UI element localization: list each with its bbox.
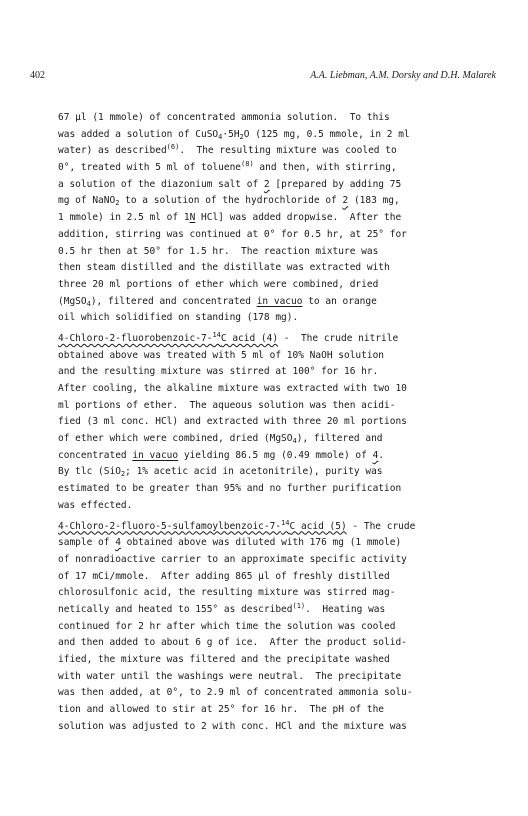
body-text bbox=[58, 110, 468, 735]
running-head: A.A. Liebman, A.M. Dorsky and D.H. Malarek bbox=[310, 70, 496, 81]
paragraph-sulfamoyl-acid bbox=[58, 519, 468, 736]
text-line: was added a solution of $CuSO_4\cdot 5H_2O$ (125 mg, 0.5 mmole, in 2 ml bbox=[58, 128, 410, 141]
text-line: and then added to about 6 g of ice. After the product solid- bbox=[58, 637, 407, 649]
text-line: of ether which were combined, dried (MgSO$_4$), filtered and bbox=[58, 433, 383, 446]
page-number: 402 bbox=[30, 70, 45, 81]
text-line: was then added, at 0°, to 2.9 ml of concentrated ammonia solu- bbox=[58, 687, 413, 699]
text-line: 0.5 hr then at 50° for 1.5 hr. The reaction mixture was bbox=[58, 245, 379, 257]
text-line: then steam distilled and the distillate was extracted with bbox=[58, 262, 390, 274]
compound-ref: 4 bbox=[372, 449, 379, 461]
text-line: 0°, treated with 5 ml of toluene$^{(8)}$ and then, with stirring, bbox=[58, 160, 397, 174]
text-line: 67 µl (1 mmole) of concentrated ammonia solution. To this bbox=[58, 112, 390, 123]
text-line: By tlc (SiO$_2$; 1% acetic acid in acetonitrile), purity was bbox=[58, 466, 383, 479]
text-line: sample of 4 obtained above was diluted with 176 mg (1 mmole) bbox=[58, 537, 402, 549]
text-line: netically and heated to 155° as described$^{(1)}$. Heating was bbox=[58, 601, 386, 615]
section-heading: 4-Chloro-2-fluorobenzoic-7-$^{14}$C acid (4) bbox=[58, 330, 279, 344]
section-heading: 4-Chloro-2-fluoro-5-sulfamoylbenzoic-7-$^{14}$C acid (5) bbox=[58, 518, 347, 532]
paragraph-benzoic-acid bbox=[58, 331, 468, 515]
text-line: of 17 mCi/mmole. After adding 865 µl of freshly distilled bbox=[58, 570, 390, 582]
text-line: water) as described$^{(6)}$. The resulting mixture was cooled to bbox=[58, 143, 397, 157]
text-line: chlorosulfonic acid, the resulting mixture was stirred mag- bbox=[58, 587, 396, 599]
text-line: ml portions of ether. The aqueous solution was then acidi- bbox=[58, 399, 396, 411]
text-line: estimated to be greater than 95% and no further purification bbox=[58, 483, 402, 495]
text-line: 1 mmole) in 2.5 ml of 1N HCl] was added dropwise. After the bbox=[58, 212, 402, 224]
text-line: concentrated in vacuo yielding 86.5 mg (0.49 mmole) of 4. bbox=[58, 449, 385, 461]
text-line: mg of NaNO$_2$ to a solution of the hydrochloride of 2 (183 mg, bbox=[58, 195, 400, 208]
text-line: obtained above was treated with 5 ml of 10% NaOH solution bbox=[58, 349, 385, 361]
text-line: solution was adjusted to 2 with conc. HCl and the mixture was bbox=[58, 720, 407, 732]
page-header bbox=[30, 70, 496, 84]
text-line: addition, stirring was continued at 0° for 0.5 hr, at 25° for bbox=[58, 228, 407, 240]
text-line: oil which solidified on standing (178 mg). bbox=[58, 312, 299, 324]
compound-ref: 4 bbox=[115, 537, 121, 549]
text-line: three 20 ml portions of ether which were combined, dried bbox=[58, 278, 379, 290]
text-line: was effected. bbox=[58, 499, 133, 511]
text-line: continued for 2 hr after which time the solution was cooled bbox=[58, 620, 396, 632]
paragraph-diazotization bbox=[58, 110, 468, 327]
compound-ref: 2 bbox=[342, 195, 349, 207]
compound-ref: 2 bbox=[263, 178, 270, 190]
text-line: and the resulting mixture was stirred at 100° for 16 hr. bbox=[58, 366, 379, 378]
text-line: After cooling, the alkaline mixture was extracted with two 10 bbox=[58, 383, 407, 394]
text-line: 4-Chloro-2-fluorobenzoic-7-$^{14}$C acid (4) - The crude nitrile bbox=[58, 330, 399, 344]
text-line: (MgSO$_4$), filtered and concentrated in vacuo to an orange bbox=[58, 295, 377, 308]
text-line: of nonradioactive carrier to an approximate specific activity bbox=[58, 553, 407, 565]
text-line: fied (3 ml conc. HCl) and extracted with three 20 ml portions bbox=[58, 416, 407, 428]
text-line: 4-Chloro-2-fluoro-5-sulfamoylbenzoic-7-$^{14}$C acid (5) - The crude bbox=[58, 518, 416, 532]
text-line: tion and allowed to stir at 25° for 16 hr. The pH of the bbox=[58, 704, 385, 716]
text-line: ified, the mixture was filtered and the precipitate washed bbox=[58, 654, 390, 665]
text-line: a solution of the diazonium salt of 2 [prepared by adding 75 bbox=[58, 178, 402, 190]
text-line: with water until the washings were neutral. The precipitate bbox=[58, 670, 402, 682]
